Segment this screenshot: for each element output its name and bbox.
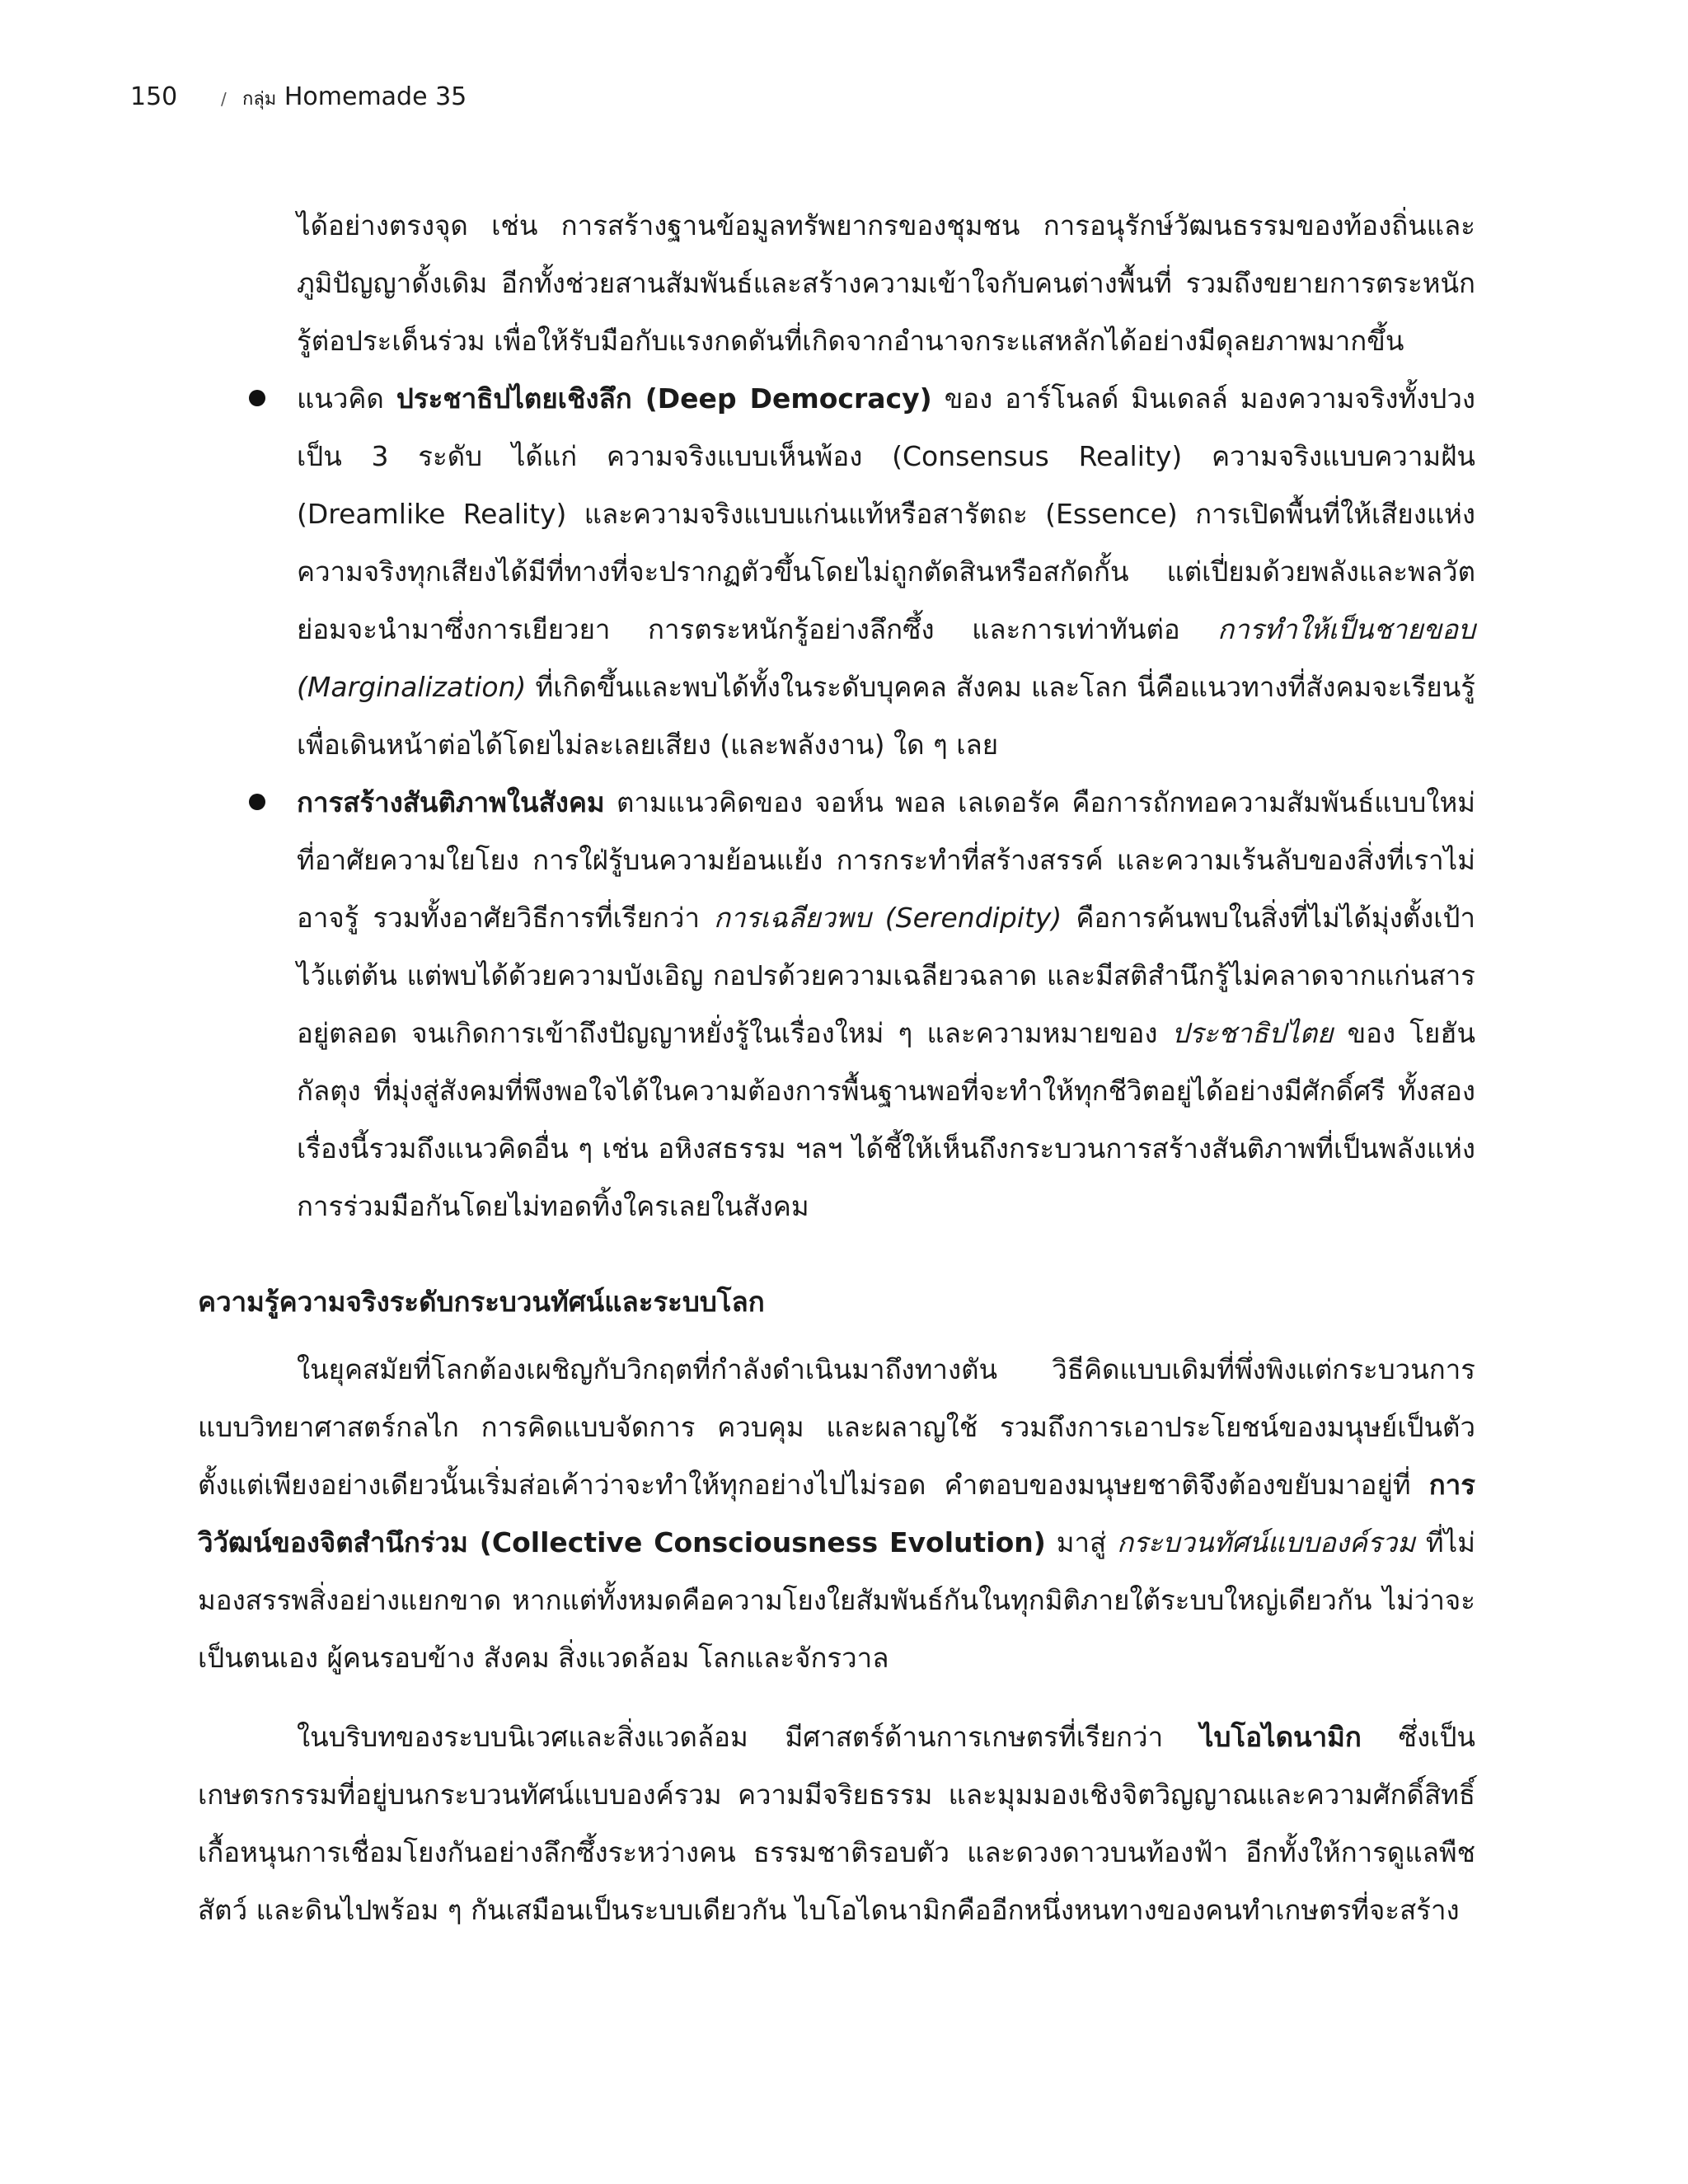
paragraph-bold-term: ไบโอไดนามิก bbox=[1199, 1721, 1362, 1753]
bullet-italic-term: การเฉลียวพบ (Serendipity) bbox=[714, 902, 1062, 934]
bullet-bold-term: การสร้างสันติภาพในสังคม bbox=[297, 786, 605, 818]
bullet-bold-term: ประชาธิปไตยเชิงลึก (Deep Democracy) bbox=[396, 382, 932, 415]
header-group-prefix: กลุ่ม bbox=[242, 89, 277, 110]
paragraph-text: ที่ไม่มองสรรพสิ่งอย่างแยกขาด หากแต่ทั้งหมดคือความโยงใยสัมพันธ์กันในทุกมิติภายใต้ระบบใหญ่เดียวกัน ไม่ว่าจะเป็นตนเอง ผู้คนรอบข้าง สังคม สิ่งแวดล้อม โลกและจักรวาล bbox=[198, 1526, 1476, 1674]
section-block bbox=[198, 1273, 1475, 1939]
bullet-item-deep-democracy bbox=[198, 370, 1475, 774]
bullet-text: ที่เกิดขึ้นและพบได้ทั้งในระดับบุคคล สังคม และโลก นี่คือแนวทางที่สังคมจะเรียนรู้เพื่อเดินหน้าต่อได้โดยไม่ละเลยเสียง (และพลังงาน) ใด ๆ เลย bbox=[297, 671, 1475, 761]
bullet-italic-term: การทำให้เป็นชายขอบ (Marginalization) bbox=[297, 613, 1475, 703]
body-text bbox=[198, 197, 1475, 1235]
paragraph-text: ในบริบทของระบบนิเวศและสิ่งแวดล้อม มีศาสตร์ด้านการเกษตรที่เรียกว่า bbox=[297, 1721, 1200, 1753]
bullet-dot-icon bbox=[249, 390, 265, 406]
header-group-name: Homemade 35 bbox=[284, 82, 467, 111]
paragraph-italic-term: กระบวนทัศน์แบบองค์รวม bbox=[1117, 1526, 1415, 1558]
bullet-text: ของ อาร์โนลด์ มินเดลล์ มองความจริงทั้งปวงเป็น 3 ระดับ ได้แก่ ความจริงแบบเห็นพ้อง (Consensus Reality) ความจริงแบบความฝัน (Dreamlike Reality) และความจริงแบบแก่นแท้หรือสารัตถะ (Essence) การเปิดพื้นที่ให้เสียงแห่งความจริงทุกเสียงได้มีที่ทางที่จะปรากฏตัวขึ้นโดยไม่ถูกตัดสินหรือสกัดกั้น แต่เปี่ยมด้วยพลังและพลวัต ย่อมจะนำมาซึ่งการเยียวยา การตระหนักรู้อย่างลึกซึ้ง และการเท่าทันต่อ bbox=[297, 382, 1475, 645]
bullet-list bbox=[198, 370, 1475, 1235]
intro-continuation-paragraph: ได้อย่างตรงจุด เช่น การสร้างฐานข้อมูลทรัพยากรของชุมชน การอนุรักษ์วัฒนธรรมของท้องถิ่นและภูมิปัญญาดั้งเดิม อีกทั้งช่วยสานสัมพันธ์และสร้างความเข้าใจกับคนต่างพื้นที่ รวมถึงขยายการตระหนักรู้ต่อประเด็นร่วม เพื่อให้รับมือกับแรงกดดันที่เกิดจากอำนาจกระแสหลักได้อย่างมีดุลยภาพมากขึ้น bbox=[297, 209, 1475, 357]
section-paragraph-2 bbox=[198, 1708, 1475, 1939]
header-separator: / bbox=[221, 89, 227, 109]
bullet-lead-text: แนวคิด bbox=[297, 382, 396, 415]
section-heading: ความรู้ความจริงระดับกระบวนทัศน์และระบบโลก bbox=[198, 1286, 765, 1318]
bullet-text: ตามแนวคิดของ จอห์น พอล เลเดอรัค คือการถักทอความสัมพันธ์แบบใหม่ที่อาศัยความใยโยง การใฝ่รู้บนความย้อนแย้ง การกระทำที่สร้างสรรค์ และความเร้นลับของสิ่งที่เราไม่อาจรู้ รวมทั้งอาศัยวิธีการที่เรียกว่า bbox=[297, 786, 1475, 934]
bullet-item-peacebuilding bbox=[198, 774, 1475, 1235]
paragraph-bold-term: การวิวัฒน์ของจิตสำนึกร่วม (Collective Consciousness Evolution) bbox=[198, 1469, 1475, 1558]
paragraph-text: ในยุคสมัยที่โลกต้องเผชิญกับวิกฤตที่กำลังดำเนินมาถึงทางตัน วิธีคิดแบบเดิมที่พึ่งพิงแต่กระบวนการแบบวิทยาศาสตร์กลไก การคิดแบบจัดการ ควบคุม และผลาญใช้ รวมถึงการเอาประโยชน์ของมนุษย์เป็นตัวตั้งแต่เพียงอย่างเดียวนั้นเริ่มส่อเค้าว่าจะทำให้ทุกอย่างไปไม่รอด คำตอบของมนุษยชาติจึงต้องขยับมาอยู่ที่ bbox=[198, 1353, 1475, 1501]
section-paragraph-1 bbox=[198, 1341, 1475, 1687]
page-number: 150 bbox=[130, 82, 178, 111]
bullet-dot-icon bbox=[249, 794, 265, 810]
paragraph-text: ซึ่งเป็นเกษตรกรรมที่อยู่บนกระบวนทัศน์แบบองค์รวม ความมีจริยธรรม และมุมมองเชิงจิตวิญญาณและความศักดิ์สิทธิ์เกื้อหนุนการเชื่อมโยงกันอย่างลึกซึ้งระหว่างคน ธรรมชาติรอบตัว และดวงดาวบนท้องฟ้า อีกทั้งให้การดูแลพืช สัตว์ และดินไปพร้อม ๆ กันเสมือนเป็นระบบเดียวกัน ไบโอไดนามิกคืออีกหนึ่งหนทางของคนทำเกษตรที่จะสร้าง bbox=[198, 1721, 1475, 1926]
bullet-text: ของ โยฮัน กัลตุง ที่มุ่งสู่สังคมที่พึงพอใจได้ในความต้องการพื้นฐานพอที่จะทำให้ทุกชีวิตอยู่ได้อย่างมีศักดิ์ศรี ทั้งสองเรื่องนี้รวมถึงแนวคิดอื่น ๆ เช่น อหิงสธรรม ฯลฯ ได้ชี้ให้เห็นถึงกระบวนการสร้างสันติภาพที่เป็นพลังแห่งการร่วมมือกันโดยไม่ทอดทิ้งใครเลยในสังคม bbox=[297, 1017, 1475, 1222]
bullet-italic-term: ประชาธิปไตย bbox=[1171, 1017, 1334, 1049]
bullet-text: คือการค้นพบในสิ่งที่ไม่ได้มุ่งตั้งเป้าไว้แต่ต้น แต่พบได้ด้วยความบังเอิญ กอปรด้วยความเฉลียวฉลาด และมีสติสำนึกรู้ไม่คลาดจากแก่นสารอยู่ตลอด จนเกิดการเข้าถึงปัญญาหยั่งรู้ในเรื่องใหม่ ๆ และความหมายของ bbox=[297, 902, 1476, 1049]
paragraph-text: มาสู่ bbox=[1045, 1526, 1118, 1558]
running-header bbox=[130, 78, 467, 119]
